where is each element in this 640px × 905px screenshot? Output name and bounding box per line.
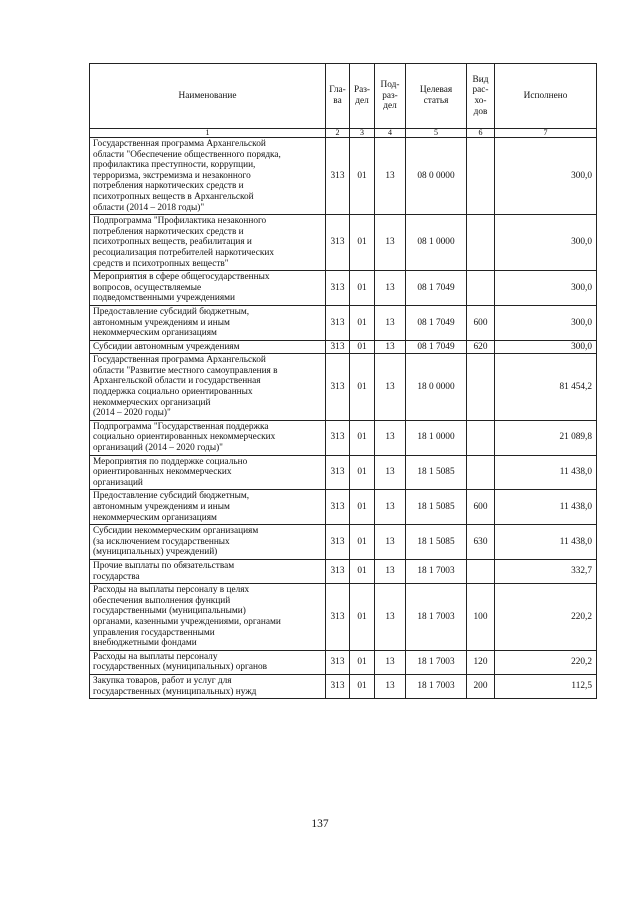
row-executed-amount: 21 089,8: [495, 420, 597, 455]
row-target-article: 18 1 7003: [406, 584, 467, 651]
row-target-article: 18 1 5085: [406, 490, 467, 525]
row-expense-type: 200: [467, 674, 495, 698]
row-section: 01: [350, 305, 375, 340]
table-row: [90, 525, 597, 560]
row-chapter: 313: [326, 271, 350, 306]
row-subsection: 13: [375, 340, 406, 354]
row-subsection: 13: [375, 138, 406, 215]
column-number: 2: [326, 129, 350, 138]
row-name: Государственная программа Архангельской области "Развитие местного самоуправления в Архангельской области и государственная поддержка социально ориентированных некоммерческих организаций (2014 – 2020 годы)": [90, 354, 326, 421]
row-name: Субсидии некоммерческим организациям (за исключением государственных (муниципальных) учреждений): [90, 525, 326, 560]
row-expense-type: [467, 420, 495, 455]
header-name: Наименование: [90, 64, 326, 129]
row-target-article: 08 1 0000: [406, 215, 467, 271]
row-chapter: 313: [326, 674, 350, 698]
row-expense-type: 600: [467, 490, 495, 525]
header-expense-type: Вид рас- хо- дов: [467, 64, 495, 129]
row-name: Расходы на выплаты персоналу государственных (муниципальных) органов: [90, 650, 326, 674]
row-executed-amount: 11 438,0: [495, 455, 597, 490]
row-target-article: 08 1 7049: [406, 340, 467, 354]
row-name: Мероприятия в сфере общегосударственных вопросов, осуществляемые подведомственными учреждениями: [90, 271, 326, 306]
row-subsection: 13: [375, 455, 406, 490]
column-number: 3: [350, 129, 375, 138]
row-executed-amount: 332,7: [495, 559, 597, 583]
row-expense-type: 630: [467, 525, 495, 560]
row-subsection: 13: [375, 354, 406, 421]
row-expense-type: 600: [467, 305, 495, 340]
row-executed-amount: 300,0: [495, 271, 597, 306]
header-row: [90, 64, 597, 129]
row-section: 01: [350, 420, 375, 455]
row-subsection: 13: [375, 559, 406, 583]
row-chapter: 313: [326, 138, 350, 215]
row-expense-type: [467, 138, 495, 215]
row-chapter: 313: [326, 490, 350, 525]
row-executed-amount: 112,5: [495, 674, 597, 698]
row-subsection: 13: [375, 650, 406, 674]
row-subsection: 13: [375, 420, 406, 455]
row-chapter: 313: [326, 650, 350, 674]
row-section: 01: [350, 525, 375, 560]
table-row: [90, 305, 597, 340]
row-expense-type: [467, 271, 495, 306]
row-name: Предоставление субсидий бюджетным, автономным учреждениям и иным некоммерческим организациям: [90, 305, 326, 340]
row-executed-amount: 220,2: [495, 650, 597, 674]
row-name: Мероприятия по поддержке социально ориентированных некоммерческих организаций: [90, 455, 326, 490]
row-expense-type: 620: [467, 340, 495, 354]
table-row: [90, 650, 597, 674]
table-row: [90, 455, 597, 490]
row-target-article: 18 1 0000: [406, 420, 467, 455]
row-chapter: 313: [326, 340, 350, 354]
column-number: 5: [406, 129, 467, 138]
table-row: [90, 340, 597, 354]
row-executed-amount: 81 454,2: [495, 354, 597, 421]
row-section: 01: [350, 215, 375, 271]
row-executed-amount: 300,0: [495, 215, 597, 271]
row-executed-amount: 11 438,0: [495, 490, 597, 525]
row-target-article: 18 1 5085: [406, 455, 467, 490]
row-target-article: 18 1 7003: [406, 650, 467, 674]
row-section: 01: [350, 559, 375, 583]
row-target-article: 18 1 5085: [406, 525, 467, 560]
budget-table: [89, 63, 597, 699]
table-row: [90, 420, 597, 455]
column-number: 7: [495, 129, 597, 138]
row-target-article: 08 0 0000: [406, 138, 467, 215]
row-expense-type: [467, 455, 495, 490]
row-subsection: 13: [375, 490, 406, 525]
row-executed-amount: 11 438,0: [495, 525, 597, 560]
page-number: 137: [311, 818, 329, 830]
row-target-article: 08 1 7049: [406, 305, 467, 340]
header-subsection: Под- раз- дел: [375, 64, 406, 129]
row-chapter: 313: [326, 305, 350, 340]
row-chapter: 313: [326, 215, 350, 271]
row-expense-type: 120: [467, 650, 495, 674]
row-target-article: 18 1 7003: [406, 559, 467, 583]
row-target-article: 18 1 7003: [406, 674, 467, 698]
table-row: [90, 674, 597, 698]
row-section: 01: [350, 271, 375, 306]
table-row: [90, 490, 597, 525]
column-number-row: [90, 129, 597, 138]
row-chapter: 313: [326, 559, 350, 583]
header-chapter: Гла- ва: [326, 64, 350, 129]
row-subsection: 13: [375, 525, 406, 560]
row-expense-type: [467, 559, 495, 583]
row-name: Прочие выплаты по обязательствам государства: [90, 559, 326, 583]
row-chapter: 313: [326, 584, 350, 651]
table-row: [90, 559, 597, 583]
row-executed-amount: 300,0: [495, 340, 597, 354]
row-chapter: 313: [326, 455, 350, 490]
row-subsection: 13: [375, 305, 406, 340]
row-subsection: 13: [375, 215, 406, 271]
row-name: Предоставление субсидий бюджетным, автономным учреждениям и иным некоммерческим организациям: [90, 490, 326, 525]
row-subsection: 13: [375, 584, 406, 651]
row-subsection: 13: [375, 271, 406, 306]
row-executed-amount: 300,0: [495, 138, 597, 215]
row-target-article: 18 0 0000: [406, 354, 467, 421]
header-executed: Исполнено: [495, 64, 597, 129]
row-section: 01: [350, 584, 375, 651]
row-expense-type: [467, 354, 495, 421]
table-row: [90, 271, 597, 306]
row-name: Субсидии автономным учреждениям: [90, 340, 326, 354]
row-chapter: 313: [326, 420, 350, 455]
row-name: Государственная программа Архангельской области "Обеспечение общественного порядка, профилактика преступности, коррупции, терроризма, экстремизма и незаконного потребления наркотических средств и психотропных веществ в Архангельской области (2014 – 2018 годы)": [90, 138, 326, 215]
column-number: 1: [90, 129, 326, 138]
table-row: [90, 584, 597, 651]
table-row: [90, 215, 597, 271]
row-chapter: 313: [326, 525, 350, 560]
row-name: Подпрограмма "Профилактика незаконного потребления наркотических средств и психотропных веществ, реабилитация и ресоциализация потребителей наркотических средств и психотропных веществ": [90, 215, 326, 271]
row-expense-type: 100: [467, 584, 495, 651]
row-section: 01: [350, 340, 375, 354]
row-name: Закупка товаров, работ и услуг для государственных (муниципальных) нужд: [90, 674, 326, 698]
row-section: 01: [350, 138, 375, 215]
row-section: 01: [350, 490, 375, 525]
header-target-article: Целевая статья: [406, 64, 467, 129]
header-section: Раз- дел: [350, 64, 375, 129]
row-subsection: 13: [375, 674, 406, 698]
table-row: [90, 138, 597, 215]
row-name: Расходы на выплаты персоналу в целях обеспечения выполнения функций государственными (муниципальными) органами, казенными учреждениями, органами управления государственными внебюджетными фондами: [90, 584, 326, 651]
row-target-article: 08 1 7049: [406, 271, 467, 306]
table-body: [90, 129, 597, 699]
row-executed-amount: 220,2: [495, 584, 597, 651]
row-section: 01: [350, 354, 375, 421]
row-expense-type: [467, 215, 495, 271]
row-executed-amount: 300,0: [495, 305, 597, 340]
row-section: 01: [350, 455, 375, 490]
row-chapter: 313: [326, 354, 350, 421]
row-section: 01: [350, 650, 375, 674]
column-number: 6: [467, 129, 495, 138]
table-row: [90, 354, 597, 421]
row-name: Подпрограмма "Государственная поддержка социально ориентированных некоммерческих организаций (2014 – 2020 годы)": [90, 420, 326, 455]
row-section: 01: [350, 674, 375, 698]
column-number: 4: [375, 129, 406, 138]
